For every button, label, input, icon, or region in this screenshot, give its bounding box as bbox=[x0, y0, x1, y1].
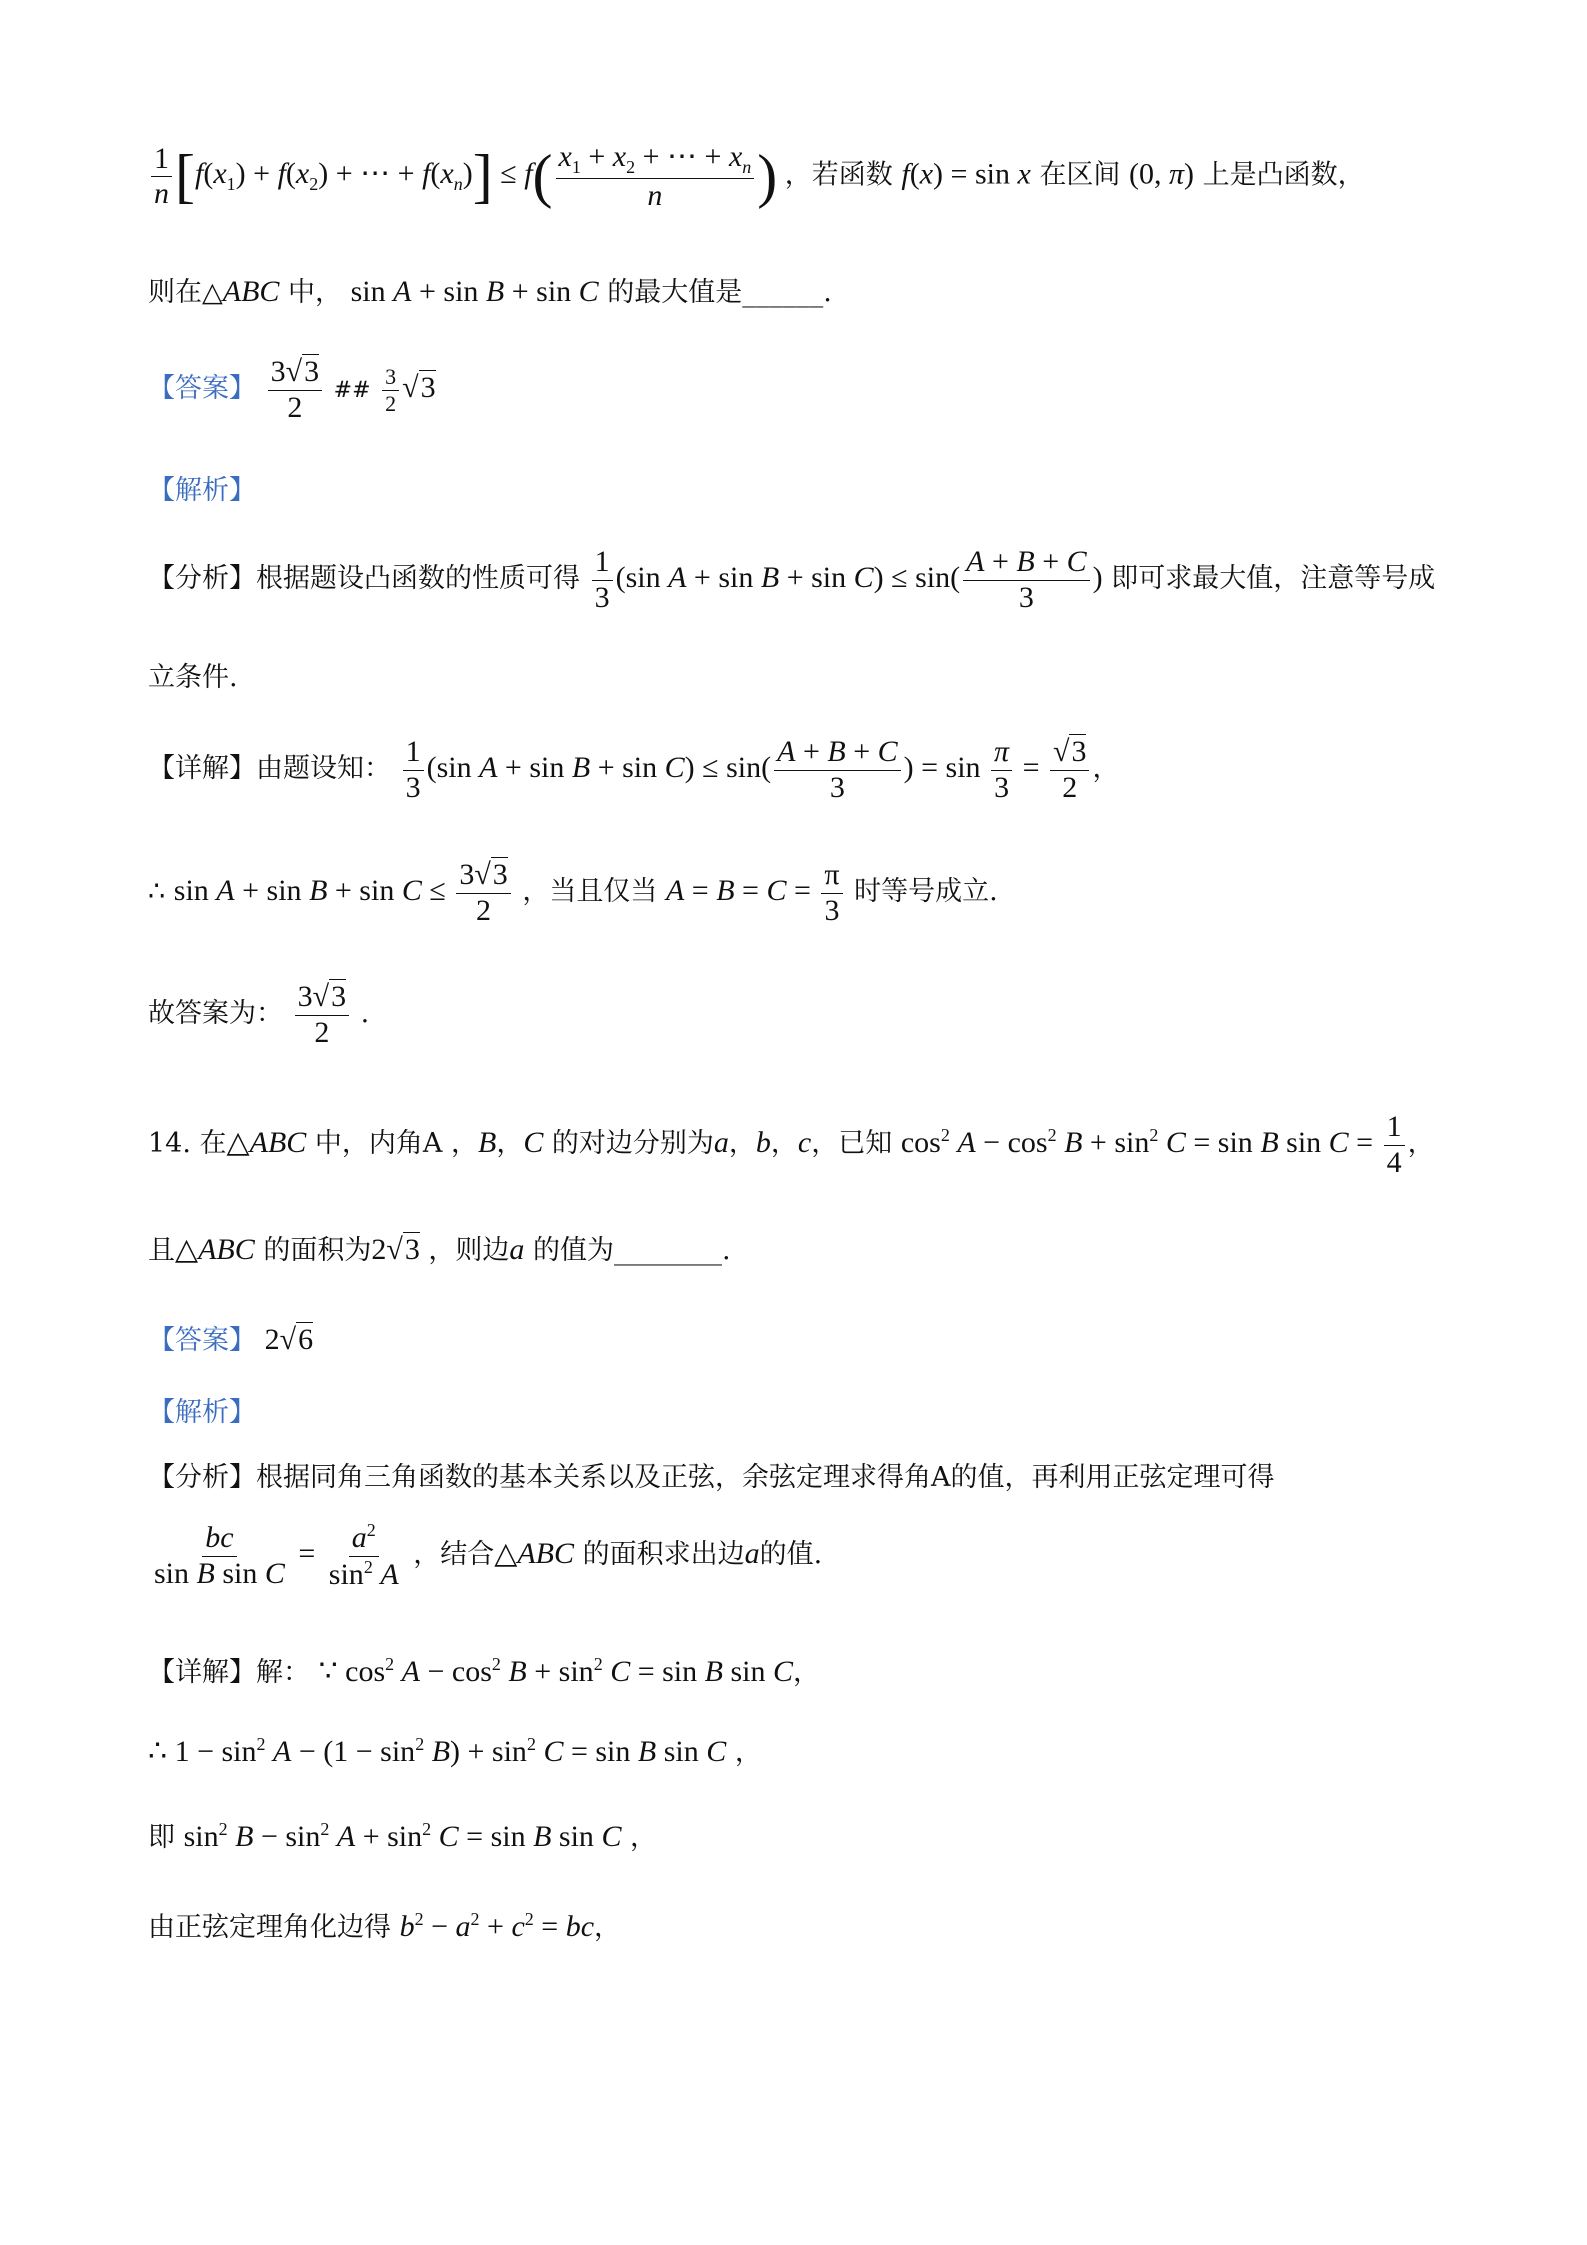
question14: 14. 在△ABC 中，内角A ，B，C 的对边分别为a，b，c，已知 $\cos^2 A - \cos^2 B + \sin^2 C = \sin B$ sin C = $\frac{1}{4}$ ， bbox=[148, 1110, 1435, 1179]
answer14: 【答案】 2√6 bbox=[148, 1323, 314, 1356]
text: ，若函数 bbox=[784, 159, 893, 191]
detail13: 【详解】由题设知： $\frac{1}{3}$ (sin A + sin B + sin C) ≤ sin( $\frac{A + B + C}{3}$ ) = sin $\frac{\pi}{3}$ = $\frac{√3}{2}$ ， bbox=[148, 735, 1120, 804]
therefore13: ∴ sin A + sin B + sin C ≤ $\frac{3√3}{2}$ ，当且仅当 A = B = C = $\frac{\pi}{3}$ 时等号成立. bbox=[148, 858, 998, 927]
analysis13-text: 【分析】根据题设凸函数的性质可得 $\frac{1}{3}$ (sin A + sin B + sin C) ≤ sin( $\frac{A + B + C}{3}$ ) 即可求最大值，注意等号成 bbox=[148, 545, 1436, 614]
detail14-step3: 即 $\sin^2 B - \sin^2 A + \sin^2 C = \sin B$ sin C ， bbox=[148, 1819, 658, 1853]
analysis14-header: 【解析】 bbox=[148, 1397, 256, 1428]
question13-prompt: 则在△ABC 中， sin A + sin B + sin C 的最大值是______. bbox=[148, 275, 832, 308]
text: 上是凸函数， bbox=[1202, 159, 1365, 191]
question14-cont: 且△ABC 的面积为2√3 ，则边a 的值为________. bbox=[148, 1233, 731, 1266]
detail14-step4: 由正弦定理角化边得 $b^2 - a^2 + c^2$ = bc， bbox=[148, 1909, 622, 1943]
analysis14-formula: $\frac{bc}{\text{sin B sin C}}$ = $\frac{a^2}{\sin^2 A}$ ，结合△ABC 的面积求出边a的值. bbox=[154, 1520, 823, 1591]
final13: 故答案为： $\frac{3√3}{2}$ . bbox=[148, 980, 370, 1049]
answer13: 【答案】 $\frac{3√3}{2}$ ## $\frac{3}{2}$ √3 bbox=[148, 355, 436, 424]
convex-inequality-line: $\frac{1}{n}$ [$f(x_1) + f(x_2)$ + ⋯ + $f(x_n)] \le f$( $\frac{x_1 + x_2 + \cdots + x_n}{n}$ ) ，若函数 f(x) = sin x 在区间 (0, π) 上是凸函数， bbox=[148, 140, 1467, 213]
jensen-inequality: $\frac{1}{n}$ [$f(x_1) + f(x_2)$ + ⋯ + $f(x_n)] \le f$( $\frac{x_1 + x_2 + \cdots + x_n}{n}$ ) bbox=[148, 157, 785, 190]
detail14-step1: 【详解】解： ∵ $\cos^2 A - \cos^2 B + \sin^2 C = \sin B$ sin C， bbox=[148, 1654, 820, 1688]
detail14-step2: ∴ $1 - \sin^2 A - (1 - \sin^2 B) + \sin^2 C = \sin B$ sin C ， bbox=[148, 1734, 762, 1768]
analysis13-header: 【解析】 bbox=[148, 475, 256, 506]
text: 在区间 bbox=[1039, 159, 1121, 191]
analysis14-text: 【分析】根据同角三角函数的基本关系以及正弦，余弦定理求得角A的值，再利用正弦定理可得 bbox=[148, 1462, 1275, 1493]
analysis13-text-cont: 立条件. bbox=[148, 662, 238, 693]
